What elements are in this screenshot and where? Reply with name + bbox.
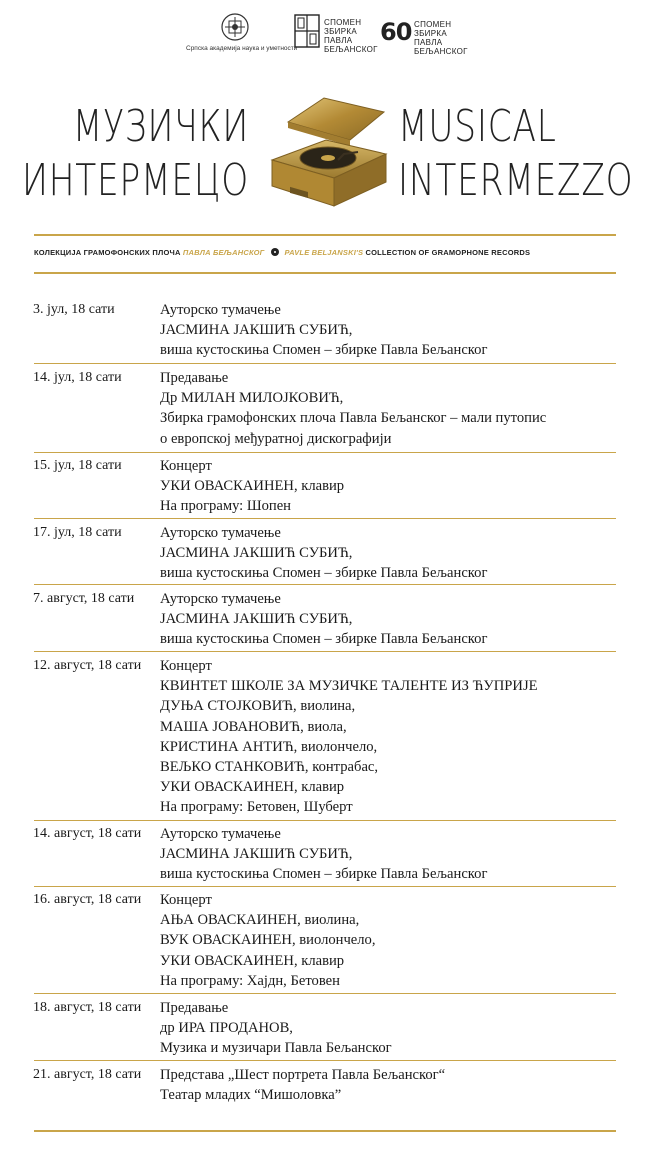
anniversary-logo (380, 12, 490, 56)
event-line: виша кустоскиња Спомен – збирке Павла Бељанског (160, 342, 488, 359)
event-line: Предавање (160, 1000, 229, 1016)
event-line: АЊА ОВАСКАИНЕН, виолина, (160, 912, 360, 929)
subtitle-lat-name: PAVLE BELJANSKI'S (284, 248, 364, 257)
event-separator (34, 651, 616, 652)
event-line: На програму: Бетовен, Шуберт (160, 799, 353, 816)
event-date: 7. август, 18 сати (33, 591, 135, 606)
event-date: 14. август, 18 сати (33, 826, 142, 841)
event-line: Музика и музичари Павла Бељанског (160, 1040, 392, 1057)
event-line: Концерт (160, 458, 212, 474)
event-line: КРИСТИНА АНТИЋ, виолончело, (160, 738, 378, 755)
event-line: ЈАСМИНА ЈАКШИЋ СУБИЋ, (160, 846, 353, 863)
sanu-emblem-icon (220, 12, 250, 42)
sanu-caption: Српска академија наука и уметности (186, 45, 298, 52)
event-line: Предавање (160, 370, 229, 386)
title-cyrillic (22, 100, 249, 208)
event-line: ДУЊА СТОЈКОВИЋ, виолина, (160, 698, 356, 715)
event-line: Представа „Шест портрета Павла Бељанског“ (160, 1067, 446, 1083)
record-dot-icon (271, 248, 279, 256)
anniv-line-1: СПОМЕН (414, 20, 452, 29)
title-latin-line-2: INTERMEZZO (398, 155, 634, 206)
gold-divider-bottom (34, 272, 616, 274)
event-line: о европској међуратној дискографији (160, 430, 392, 447)
event-date: 16. август, 18 сати (33, 892, 142, 907)
event-separator (34, 1060, 616, 1061)
title-latin-line-1: MUSICAL (398, 101, 557, 152)
gold-divider-top (34, 234, 616, 236)
event-date: 17. јул, 18 сати (33, 525, 122, 540)
event-line: Др МИЛАН МИЛОЈКОВИЋ, (160, 390, 344, 407)
spomen-line-1: СПОМЕН (324, 18, 362, 27)
event-line: Ауторско тумачење (160, 302, 281, 318)
event-separator (34, 584, 616, 585)
event-separator (34, 820, 616, 821)
title-latin (398, 100, 633, 208)
event-date: 12. август, 18 сати (33, 658, 142, 673)
logos-row (186, 12, 486, 56)
subtitle-cyr-prefix: КОЛЕКЦИЈА ГРАМОФОНСКИХ ПЛОЧА (34, 248, 183, 257)
event-date: 14. јул, 18 сати (33, 370, 122, 385)
spomen-zbirka-logo (294, 12, 378, 56)
event-separator (34, 452, 616, 453)
event-line: На програму: Хајдн, Бетовен (160, 972, 340, 989)
event-line: УКИ ОВАСКАИНЕН, клавир (160, 478, 345, 495)
title-cyrillic-line-1: МУЗИЧКИ (72, 101, 250, 152)
event-line: На програму: Шопен (160, 498, 291, 515)
event-line: виша кустоскиња Спомен – збирке Павла Бељанског (160, 866, 488, 883)
anniv-line-2: ЗБИРКА (414, 29, 447, 38)
event-separator (34, 993, 616, 994)
anniv-line-3: ПАВЛА (414, 38, 443, 47)
event-line: КВИНТЕТ ШКОЛЕ ЗА МУЗИЧКЕ ТАЛЕНТЕ ИЗ ЋУПРИЈЕ (160, 678, 538, 695)
event-separator (34, 886, 616, 887)
event-line: ВЕЉКО СТАНКОВИЋ, контрабас, (160, 759, 379, 776)
event-date: 18. август, 18 сати (33, 1000, 142, 1015)
event-line: виша кустоскиња Спомен – збирке Павла Бељанског (160, 631, 488, 648)
subtitle-cyr-name: ПАВЛА БЕЉАНСКОГ (182, 248, 265, 257)
event-line: ЈАСМИНА ЈАКШИЋ СУБИЋ, (160, 322, 353, 339)
spomen-line-3: ПАВЛА (324, 36, 353, 45)
collection-subtitle (34, 248, 616, 262)
event-line: виша кустоскиња Спомен – збирке Павла Бељанског (160, 565, 488, 582)
event-line: Театар младих “Мишоловка” (160, 1087, 342, 1104)
event-line: УКИ ОВАСКАИНЕН, клавир (160, 952, 345, 969)
spomen-mark-icon (294, 14, 320, 48)
event-line: ЈАСМИНА ЈАКШИЋ СУБИЋ, (160, 545, 353, 562)
event-line: ЈАСМИНА ЈАКШИЋ СУБИЋ, (160, 611, 353, 628)
event-date: 3. јул, 18 сати (33, 302, 115, 317)
title-cyrillic-line-2: ИНТЕРМЕЦО (22, 155, 250, 206)
spomen-line-4: БЕЉАНСКОГ (324, 45, 378, 54)
event-date: 21. август, 18 сати (33, 1067, 142, 1082)
gramophone-icon (266, 94, 390, 212)
anniv-line-4: БЕЉАНСКОГ (414, 47, 468, 56)
event-line: МАША ЈОВАНОВИЋ, виола, (160, 718, 347, 735)
event-line: Концерт (160, 892, 212, 908)
event-line: Ауторско тумачење (160, 525, 281, 541)
event-separator (34, 518, 616, 519)
event-line: ВУК ОВАСКАИНЕН, виолончело, (160, 932, 376, 949)
anniversary-number: 60 (380, 18, 412, 46)
event-line: Ауторско тумачење (160, 826, 281, 842)
event-separator (34, 363, 616, 364)
event-line: Ауторско тумачење (160, 591, 281, 607)
event-line: др ИРА ПРОДАНОВ, (160, 1020, 293, 1037)
event-line: Концерт (160, 658, 212, 674)
event-line: УКИ ОВАСКАИНЕН, клавир (160, 779, 345, 796)
gold-divider-footer (34, 1130, 616, 1132)
sanu-logo (186, 12, 298, 56)
spomen-line-2: ЗБИРКА (324, 27, 357, 36)
event-line: Збирка грамофонских плоча Павла Бељанског – мали путопис (160, 410, 547, 427)
event-date: 15. јул, 18 сати (33, 458, 122, 473)
subtitle-lat-suffix: COLLECTION OF GRAMOPHONE RECORDS (363, 248, 531, 257)
